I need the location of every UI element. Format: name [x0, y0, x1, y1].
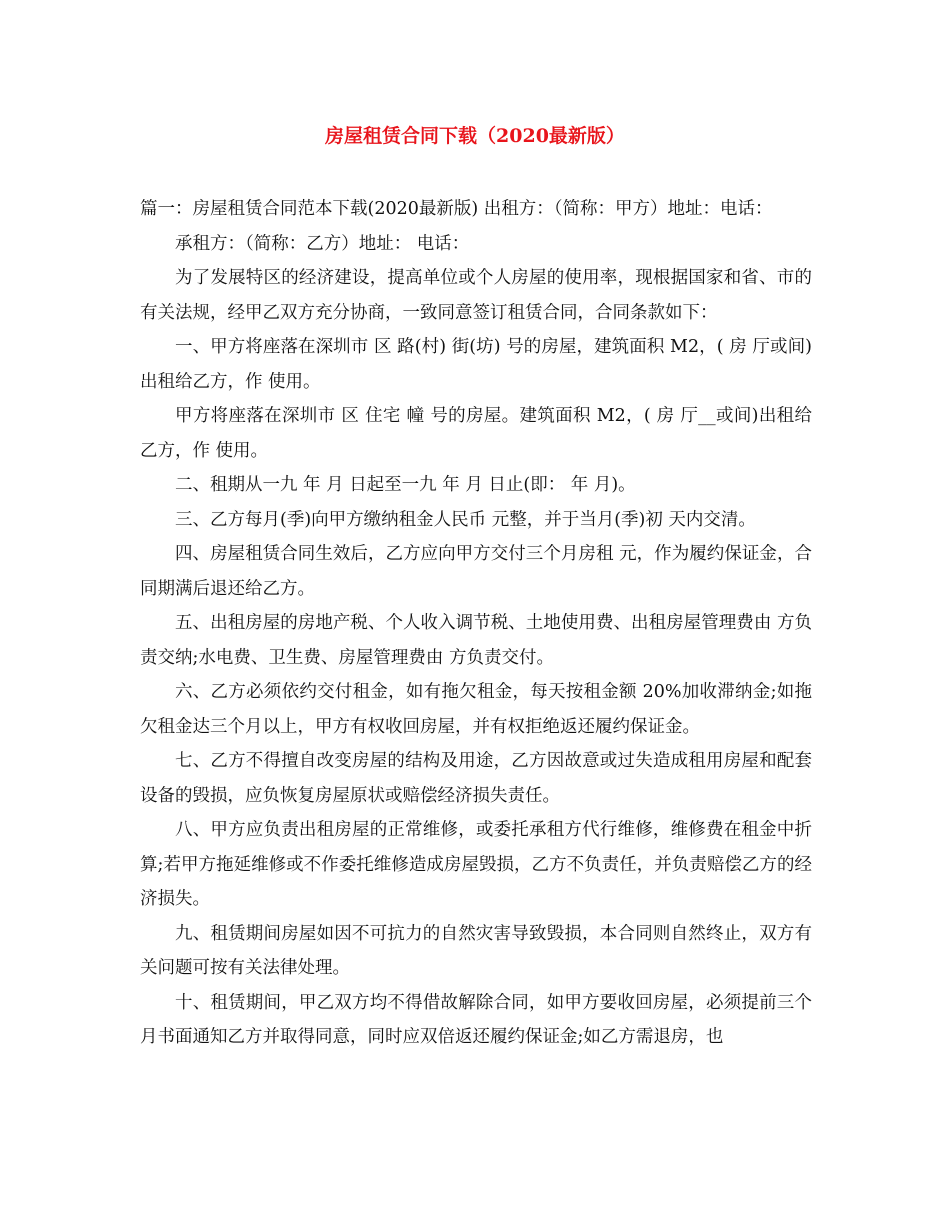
- paragraph-clause-4: 四、房屋租赁合同生效后，乙方应向甲方交付三个月房租 元，作为履约保证金，合同期满后退还给乙方。: [140, 544, 812, 599]
- paragraph-clause-8: 八、甲方应负责出租房屋的正常维修，或委托承租方代行维修，维修费在租金中折算;若甲方拖延维修或不作委托维修造成房屋毁损，乙方不负责任，并负责赔偿乙方的经济损失。: [140, 820, 812, 909]
- paragraph-clause-9: 九、租赁期间房屋如因不可抗力的自然灾害导致毁损，本合同则自然终止，双方有关问题可按有关法律处理。: [140, 923, 812, 978]
- paragraph-clause-1-alt: 甲方将座落在深圳市 区 住宅 幢 号的房屋。建筑面积 M2，( 房 厅__或间)出租给乙方，作 使用。: [140, 406, 812, 461]
- paragraph-clause-3: 三、乙方每月(季)向甲方缴纳租金人民币 元整，并于当月(季)初 天内交清。: [175, 509, 756, 530]
- document-title: 房屋租赁合同下载（2020最新版）: [325, 125, 625, 147]
- paragraph-clause-7: 七、乙方不得擅自改变房屋的结构及用途，乙方因故意或过失造成租用房屋和配套设备的毁损，应负恢复房屋原状或赔偿经济损失责任。: [140, 751, 812, 806]
- paragraph-clause-2: 二、租期从一九 年 月 日起至一九 年 月 日止(即： 年 月)。: [175, 475, 636, 495]
- paragraph-clause-10: 十、租赁期间，甲乙双方均不得借故解除合同，如甲方要收回房屋，必须提前三个月书面通知乙方并取得同意，同时应双倍返还履约保证金;如乙方需退房，也: [140, 992, 812, 1047]
- paragraph-intro: 篇一：房屋租赁合同范本下载(2020最新版) 出租方：（简称：甲方）地址：电话：: [140, 199, 773, 219]
- paragraph-clause-5: 五、出租房屋的房地产税、个人收入调节税、土地使用费、出租房屋管理费由 方负责交纳;水电费、卫生费、房屋管理费由 方负责交付。: [140, 613, 812, 668]
- paragraph-preamble: 为了发展特区的经济建设，提高单位或个人房屋的使用率，现根据国家和省、市的有关法规，经甲乙双方充分协商，一致同意签订租赁合同，合同条款如下：: [140, 268, 812, 323]
- document-body: [140, 192, 812, 1055]
- paragraph-clause-6: 六、乙方必须依约交付租金，如有拖欠租金，每天按租金额 20%加收滞纳金;如拖欠租金达三个月以上，甲方有权收回房屋，并有权拒绝返还履约保证金。: [140, 682, 812, 737]
- paragraph-clause-1: 一、甲方将座落在深圳市 区 路(村) 街(坊) 号的房屋，建筑面积 M2，( 房 厅或间)出租给乙方，作 使用。: [140, 337, 812, 392]
- paragraph-lessee: 承租方：（简称：乙方）地址： 电话：: [175, 233, 470, 254]
